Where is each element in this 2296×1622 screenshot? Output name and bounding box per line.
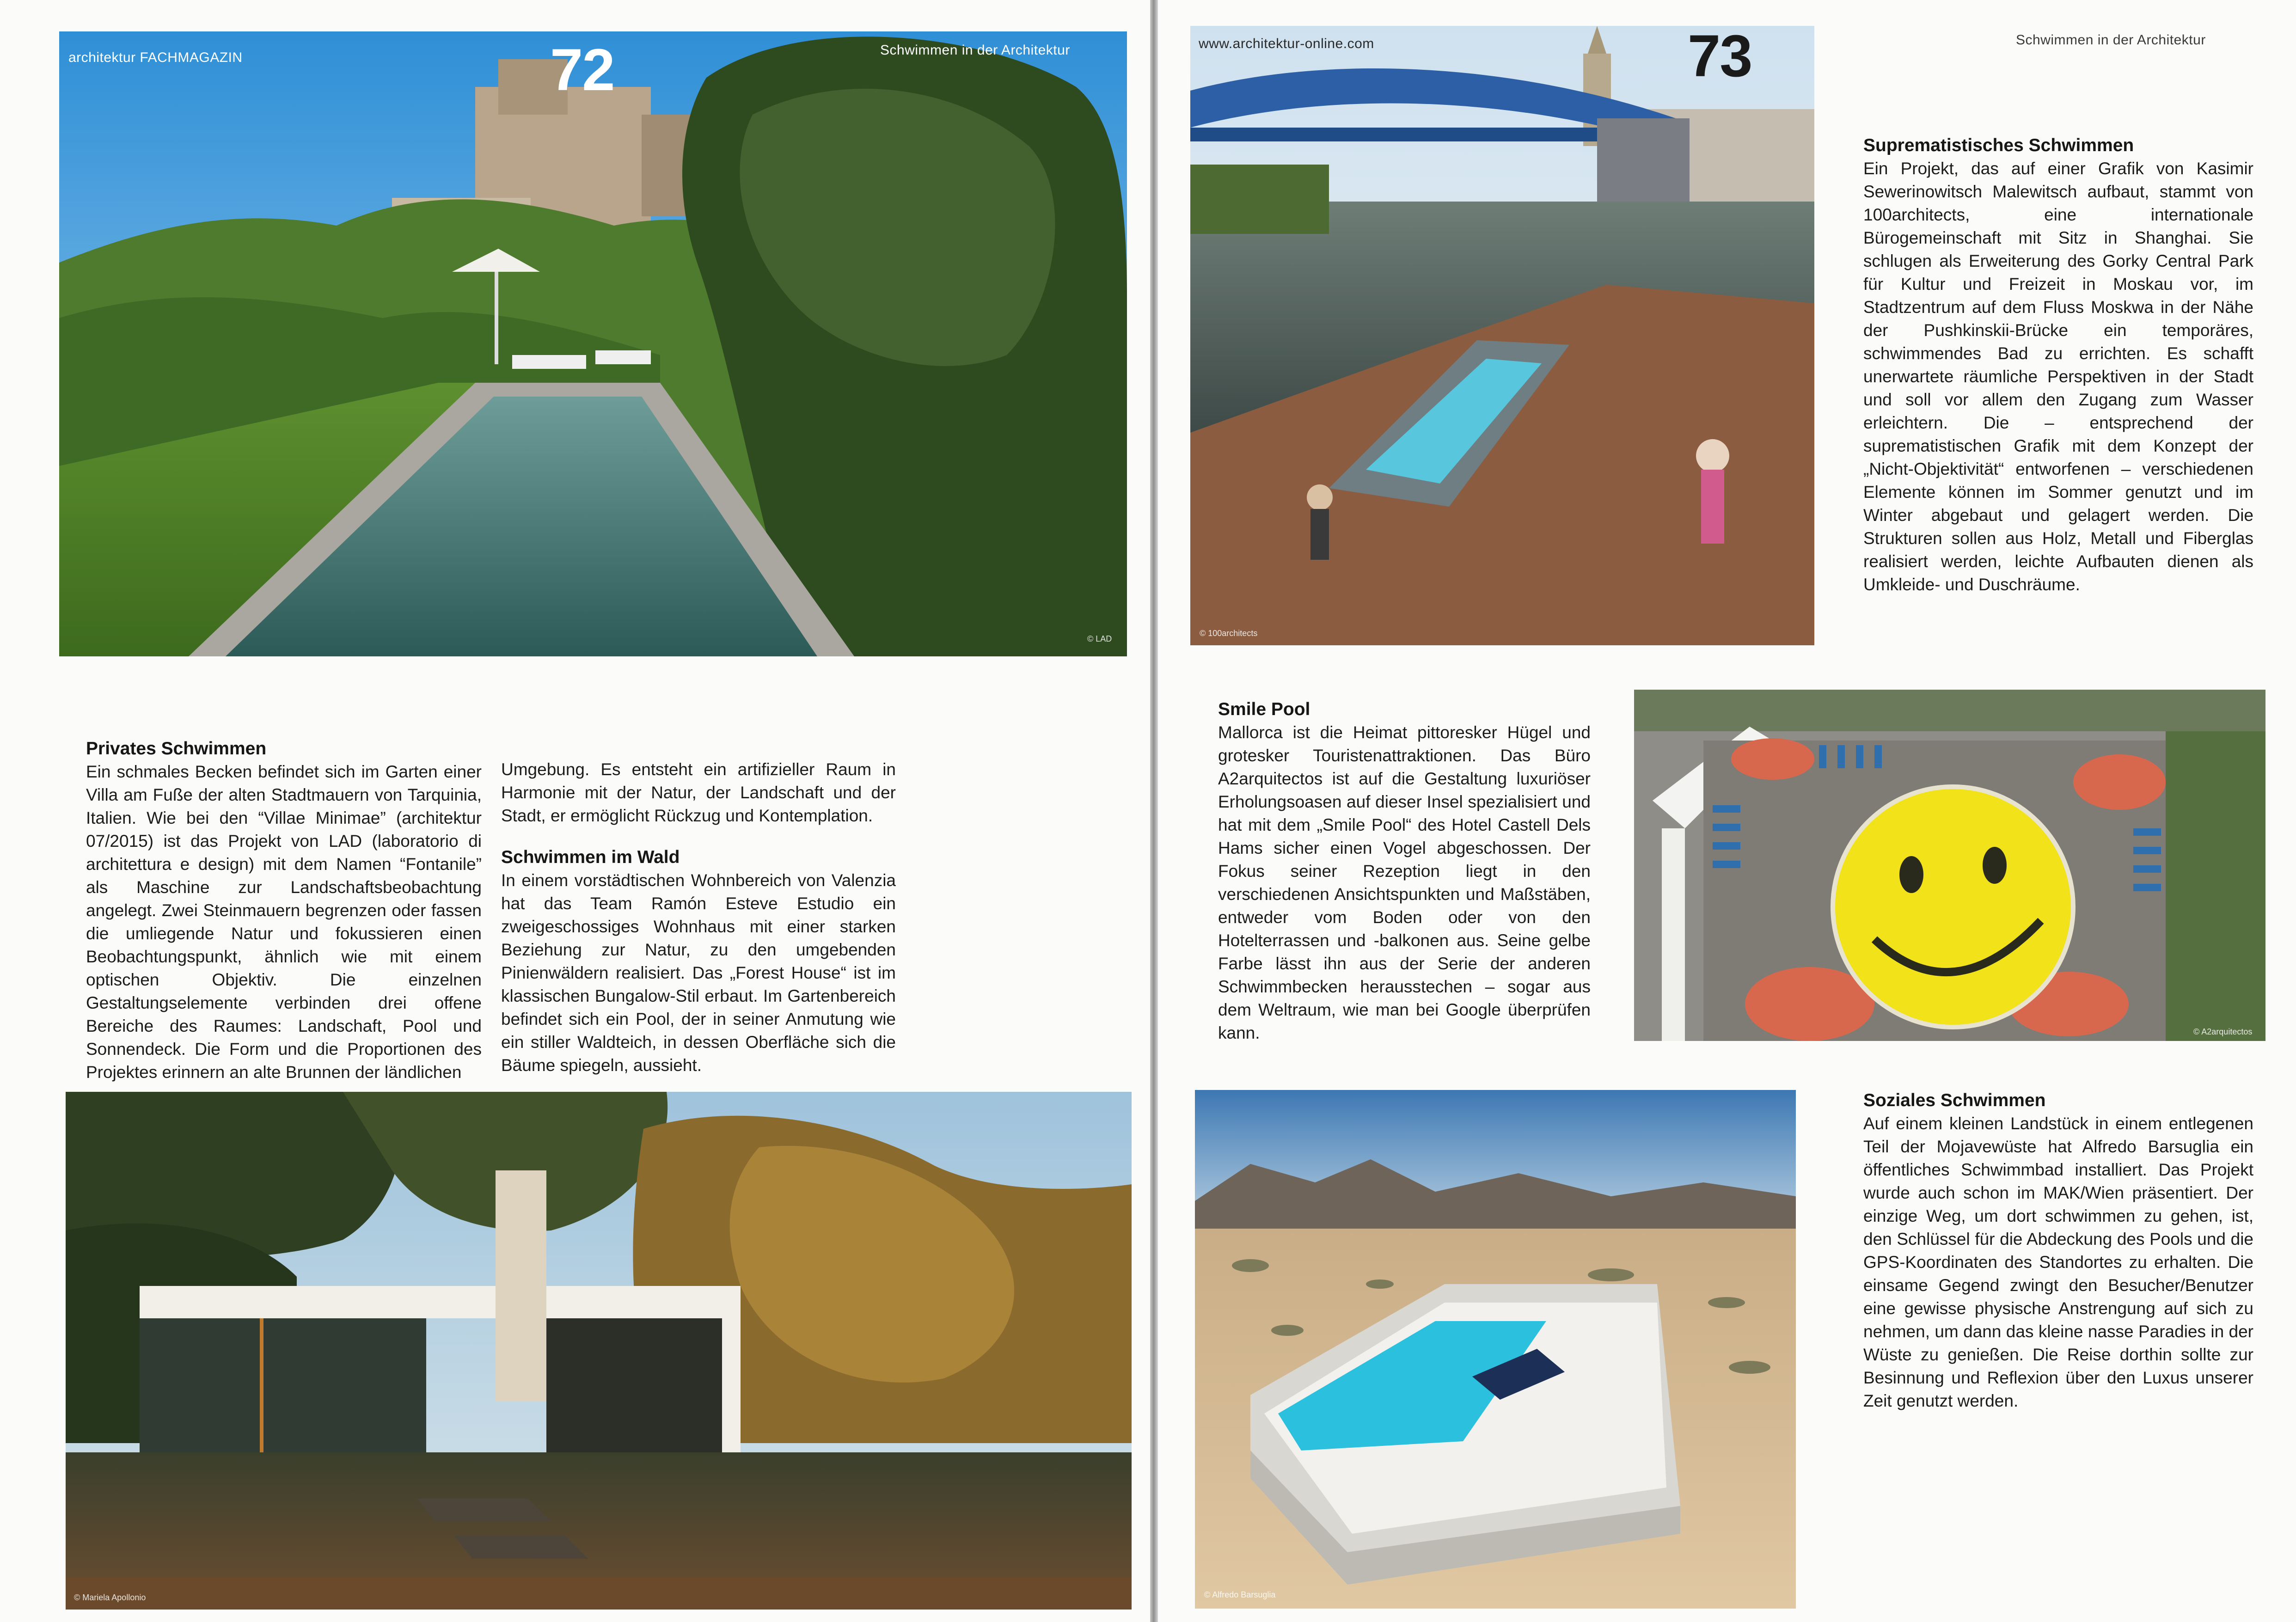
- spine-gutter: [1150, 0, 1158, 1622]
- heading-social-swimming: Soziales Schwimmen: [1863, 1090, 2046, 1110]
- article-private-swimming: [86, 737, 482, 1084]
- body-social-swimming: Auf einem kleinen Landstück in einem entlegenen Teil der Mojavewüste hat Alfredo Barsuglia ein öffentliches Schwimmbad installiert. Das Projekt wurde auch schon im MAK/Wien präsentiert. Der einzige Weg, um dort schwimmen zu gehen, ist, den Schlüssel für die Abdeckung des Pools und die GPS-Koordinaten des Standortes zu erhalten. Die einsame Gegend zwingt den Besucher/Benutzer eine gewisse physische Anstrengung auf sich zu nehmen, um dann das kleine nasse Paradies in der Wüste zu genießen. Die Reise dorthin sollte zur Besinnung und Reflexion über den Luxus unserer Zeit genutzt werden.: [1863, 1114, 2253, 1410]
- photo-smile-pool: [1634, 690, 2265, 1041]
- photo-credit-forest: © Mariela Apollonio: [74, 1593, 146, 1602]
- body-forest-swimming: In einem vorstädtischen Wohnbereich von Valenzia hat das Team Ramón Esteve Estudio ein zweigeschossiges Wohnhaus mit einer starken Beziehung zur Natur, zu den umgebenden Pinienwäldern realisiert. Das „Forest House“ ist im klassischen Bungalow-Stil erbaut. Im Gartenbereich befindet sich ein Pool, der in seiner Anmutung wie ein stiller Waldteich, in dessen Oberfläche sich die Bäume spiegeln, aussieht.: [501, 871, 896, 1075]
- body-private-swimming: Ein schmales Becken befindet sich im Garten einer Villa am Fuße der alten Stadtmauern von Tarquinia, Italien. Wie bei den “Villae Minimae” (architektur 07/2015) ist das Projekt von LAD (laboratorio di architettura e design) mit dem Namen “Fontanile” als Maschine zur Landschaftsbeobachtung angelegt. Zwei Steinmauern begrenzen oder fassen die umliegende Natur und fokussieren einen Beobachtungspunkt, ähnlich wie mit einem optischen Objektiv. Die einzelnen Gestaltungselemente verbinden drei offene Bereiche des Raumes: Landschaft, Pool und Sonnendeck. Die Form und die Proportionen des Projektes erinnern an alte Brunnen der ländlichen: [86, 762, 482, 1082]
- article-social-swimming: [1863, 1089, 2253, 1413]
- website-url: www.architektur-online.com: [1199, 36, 1374, 51]
- heading-suprematist-swimming: Suprematistisches Schwimmen: [1863, 135, 2134, 155]
- photo-credit-garden: © LAD: [1087, 634, 1112, 643]
- article-smile-pool: [1218, 698, 1591, 1045]
- photo-moscow-floating-pool: [1190, 26, 1814, 645]
- right-page: [1158, 0, 2296, 1622]
- section-title-left: Schwimmen in der Architektur: [880, 43, 1070, 58]
- body-private-swimming-continued: Umgebung. Es entsteht ein artifizieller Raum in Harmonie mit der Natur, der Landschaft und der Stadt, er ermöglicht Rückzug und Kontemplation.: [501, 760, 896, 825]
- photo-forest-house: [66, 1092, 1132, 1610]
- article-suprematist-swimming: [1863, 134, 2253, 596]
- page-number-left: 72: [550, 37, 614, 103]
- photo-credit-desert: © Alfredo Barsuglia: [1204, 1590, 1276, 1599]
- heading-private-swimming: Privates Schwimmen: [86, 739, 267, 759]
- page-number-right: 73: [1688, 23, 1752, 89]
- body-suprematist-swimming: Ein Projekt, das auf einer Grafik von Kasimir Sewerinowitsch Malewitsch aufbaut, stammt von 100architects, eine internationale Bürogemeinschaft mit Sitz in Shanghai. Sie schlugen als Erweiterung des Gorky Central Park für Kultur und Freizeit in Moskau vor, im Stadtzentrum auf dem Fluss Moskwa in der Nähe der Pushkinskii-Brücke ein temporäres, schwimmendes Bad zu errichten. Es schafft unerwartete räumliche Perspektiven in der Stadt und soll vor allem den Zugang zum Wasser erleichtern. Die – entsprechend der suprematistischen Grafik mit dem Konzept der „Nicht-Objektivität“ entworfenen – verschiedenen Elemente können im Sommer genutzt und im Winter abgebaut und gelagert werden. Die Strukturen sollen aus Holz, Metall und Fiberglas realisiert werden, leichte Aufbauten dienen als Umkleide- und Duschräume.: [1863, 159, 2253, 594]
- heading-forest-swimming: Schwimmen im Wald: [501, 847, 680, 867]
- photo-credit-moscow: © 100architects: [1200, 629, 1258, 638]
- photo-desert-pool: [1195, 1090, 1796, 1609]
- magazine-name: architektur FACHMAGAZIN: [68, 50, 243, 65]
- section-title-right: Schwimmen in der Architektur: [2016, 32, 2206, 48]
- photo-garden-pool: [59, 31, 1127, 656]
- article-forest-swimming: [501, 758, 896, 1077]
- heading-smile-pool: Smile Pool: [1218, 699, 1310, 719]
- body-smile-pool: Mallorca ist die Heimat pittoresker Hügel und grotesker Touristenattraktionen. Das Büro A2arquitectos ist auf die Gestaltung luxuriöser Erholungsoasen auf dieser Insel spezialisiert und hat mit dem „Smile Pool“ des Hotel Castell Dels Hams sicher einen Vogel abgeschossen. Der Fokus seiner Rezeption liegt in den verschiedenen Ansichtspunkten und Maßstäben, entweder vom Boden oder von den Hotelterrassen und -balkonen aus. Seine gelbe Farbe lässt ihn aus der Serie der anderen Schwimmbecken herausstechen – sogar aus dem Weltraum, wie man bei Google überprüfen kann.: [1218, 723, 1591, 1042]
- photo-credit-smile: © A2arquitectos: [2193, 1027, 2253, 1036]
